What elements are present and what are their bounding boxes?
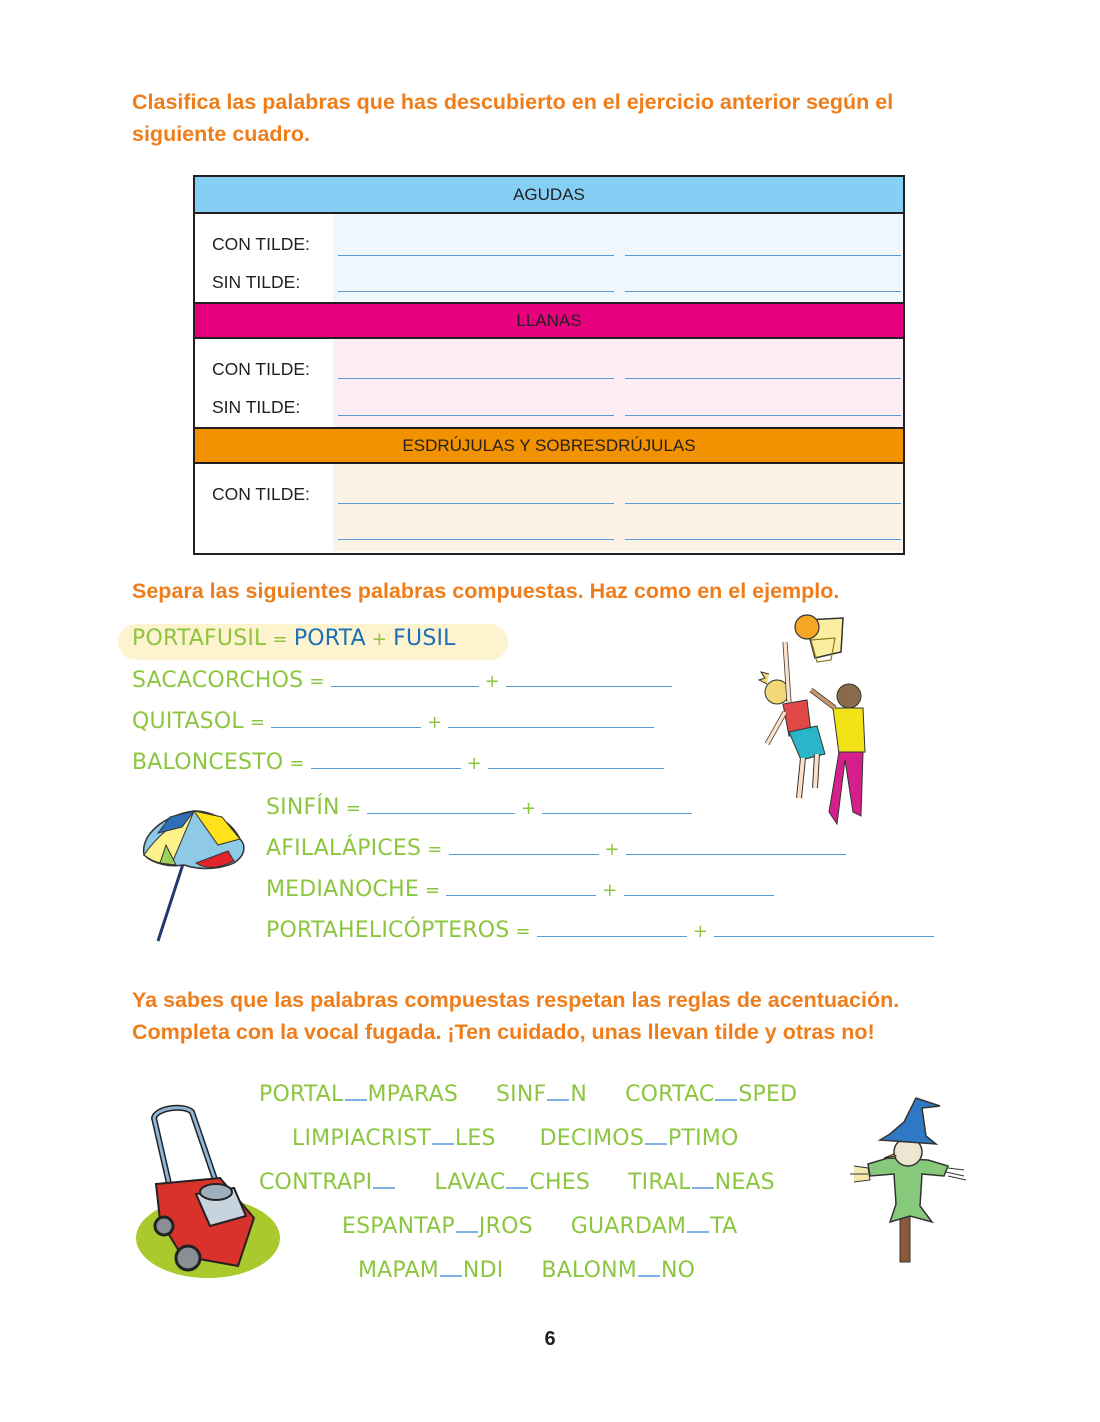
answer-blank[interactable] — [506, 685, 672, 687]
vowel-blank[interactable] — [373, 1186, 395, 1189]
instruction-classify: Clasifica las palabras que has descubierto en el ejercicio anterior según el siguiente cuadro. — [132, 90, 894, 146]
vowel-row — [358, 1258, 695, 1283]
equals-sign: = — [289, 753, 305, 774]
vowel-word: TIRAL NEAS — [628, 1170, 775, 1195]
vowel-row — [292, 1126, 738, 1151]
vowel-blank[interactable] — [692, 1186, 714, 1189]
plus-sign: + — [604, 839, 620, 860]
plus-sign: + — [427, 712, 443, 733]
answer-blank[interactable] — [714, 935, 934, 937]
player2-shirt — [833, 708, 865, 754]
vowel-blank[interactable] — [432, 1142, 454, 1145]
compound-word: QUITASOL — [132, 709, 244, 734]
vowel-word: LIMPIACRIST LES — [292, 1126, 496, 1151]
equals-sign: = — [249, 712, 266, 733]
vowel-blank[interactable] — [715, 1098, 737, 1101]
compound-row — [132, 750, 670, 775]
wheel — [155, 1217, 173, 1235]
equals-sign: = — [424, 880, 441, 901]
section-header-esdrujulas: ESDRÚJULAS Y SOBRESDRÚJULAS — [195, 427, 903, 464]
plus-sign: + — [692, 921, 709, 942]
compound-word: BALONCESTO — [132, 750, 284, 775]
example-part-1: PORTA — [293, 626, 366, 651]
vowel-word: CONTRAPI — [259, 1170, 396, 1195]
vowel-blank[interactable] — [345, 1098, 367, 1101]
vowel-row — [342, 1214, 737, 1239]
vowel-blank[interactable] — [456, 1230, 478, 1233]
answer-blank[interactable] — [624, 894, 774, 896]
vowel-blank[interactable] — [687, 1230, 709, 1233]
answer-line[interactable] — [625, 378, 901, 379]
answer-line[interactable] — [338, 539, 614, 540]
example-part-2: FUSIL — [393, 626, 456, 651]
answer-blank[interactable] — [542, 812, 692, 814]
answer-blank[interactable] — [448, 726, 654, 728]
equals-sign: = — [345, 798, 362, 819]
player2-head — [837, 684, 861, 708]
instruction-separate: Separa las siguientes palabras compuestas. Haz como en el ejemplo. — [132, 579, 840, 603]
lawn-mower-illustration — [134, 1098, 284, 1283]
vowel-word: PORTAL MPARAS — [259, 1082, 459, 1107]
answer-blank[interactable] — [449, 853, 599, 855]
classification-table — [193, 175, 905, 555]
answer-line[interactable] — [625, 255, 901, 256]
vowel-word: BALONM NO — [541, 1258, 696, 1283]
answer-line[interactable] — [625, 291, 901, 292]
row-label: CON TILDE: — [212, 234, 310, 254]
answer-line[interactable] — [338, 291, 614, 292]
vowel-word: LAVAC CHES — [434, 1170, 591, 1195]
section-header-llanas: LLANAS — [195, 302, 903, 339]
vowel-row — [259, 1082, 797, 1107]
plus-sign: + — [484, 671, 500, 692]
row-label: SIN TILDE: — [212, 272, 301, 292]
vowel-word: SINF N — [496, 1082, 588, 1107]
row-label: SIN TILDE: — [212, 397, 301, 417]
vowel-blank[interactable] — [547, 1098, 569, 1101]
plus-sign: + — [466, 753, 482, 774]
answer-blank[interactable] — [537, 935, 687, 937]
answer-blank[interactable] — [626, 853, 846, 855]
equals-sign: = — [272, 629, 288, 650]
compound-word: PORTAFUSIL — [132, 626, 267, 651]
answer-line[interactable] — [338, 415, 614, 416]
instruction-vowels: Ya sabes que las palabras compuestas respetan las reglas de acentuación. Completa con la vocal fugada. ¡Ten cuidado, unas llevan tilde y otras no! — [132, 988, 900, 1044]
section-llanas — [195, 339, 903, 427]
basketball-players-illustration — [745, 612, 875, 834]
vowel-blank[interactable] — [440, 1274, 462, 1277]
vowel-word: DECIMOS PTIMO — [539, 1126, 739, 1151]
compound-word: MEDIANOCHE — [266, 877, 419, 902]
scarecrow-illustration — [840, 1094, 970, 1264]
answer-line[interactable] — [338, 378, 614, 379]
compound-row — [266, 877, 780, 902]
answer-blank[interactable] — [367, 812, 515, 814]
ball — [795, 615, 819, 639]
answer-blank[interactable] — [331, 685, 479, 687]
vowel-word: ESPANTAP JROS — [342, 1214, 533, 1239]
section-header-agudas: AGUDAS — [195, 177, 903, 214]
equals-sign: = — [515, 921, 531, 942]
vowel-word: MAPAM NDI — [358, 1258, 504, 1283]
plus-sign: + — [521, 798, 537, 819]
row-label: CON TILDE: — [212, 359, 310, 379]
compound-row — [266, 836, 852, 861]
vowel-word: GUARDAM TA — [570, 1214, 738, 1239]
compound-row — [266, 918, 940, 943]
vowel-word: CORTAC SPED — [625, 1082, 798, 1107]
compound-row — [266, 795, 698, 820]
compound-word: SACACORCHOS — [132, 668, 304, 693]
vowel-blank[interactable] — [638, 1274, 660, 1277]
answer-line[interactable] — [625, 503, 901, 504]
equals-sign: = — [309, 671, 325, 692]
row-label: CON TILDE: — [212, 484, 310, 504]
equals-sign: = — [427, 839, 443, 860]
beach-umbrella-illustration — [136, 805, 252, 945]
answer-line[interactable] — [625, 415, 901, 416]
answer-blank[interactable] — [311, 767, 461, 769]
umbrella-pole — [158, 861, 184, 941]
compound-word: AFILALÁPICES — [266, 836, 422, 861]
wheel — [176, 1246, 200, 1270]
vowel-blank[interactable] — [506, 1186, 528, 1189]
page-number: 6 — [544, 1328, 556, 1350]
answer-line[interactable] — [338, 255, 614, 256]
scarecrow-shirt — [868, 1158, 948, 1222]
answer-blank[interactable] — [446, 894, 596, 896]
compound-word: PORTAHELICÓPTEROS — [266, 918, 510, 943]
compound-word: SINFÍN — [266, 795, 340, 820]
plus-sign: + — [371, 629, 388, 650]
compound-row — [132, 709, 660, 734]
vowel-row — [259, 1170, 775, 1195]
answer-blank[interactable] — [488, 767, 664, 769]
answer-blank[interactable] — [271, 726, 421, 728]
section-esdrujulas — [195, 464, 903, 551]
section-agudas — [195, 214, 903, 302]
answer-line[interactable] — [338, 503, 614, 504]
example-row — [132, 626, 456, 651]
plus-sign: + — [602, 880, 618, 901]
player2-pants — [829, 752, 863, 824]
scarecrow-hat — [880, 1098, 940, 1144]
compound-row — [132, 668, 678, 693]
vowel-blank[interactable] — [645, 1142, 667, 1145]
answer-line[interactable] — [625, 539, 901, 540]
